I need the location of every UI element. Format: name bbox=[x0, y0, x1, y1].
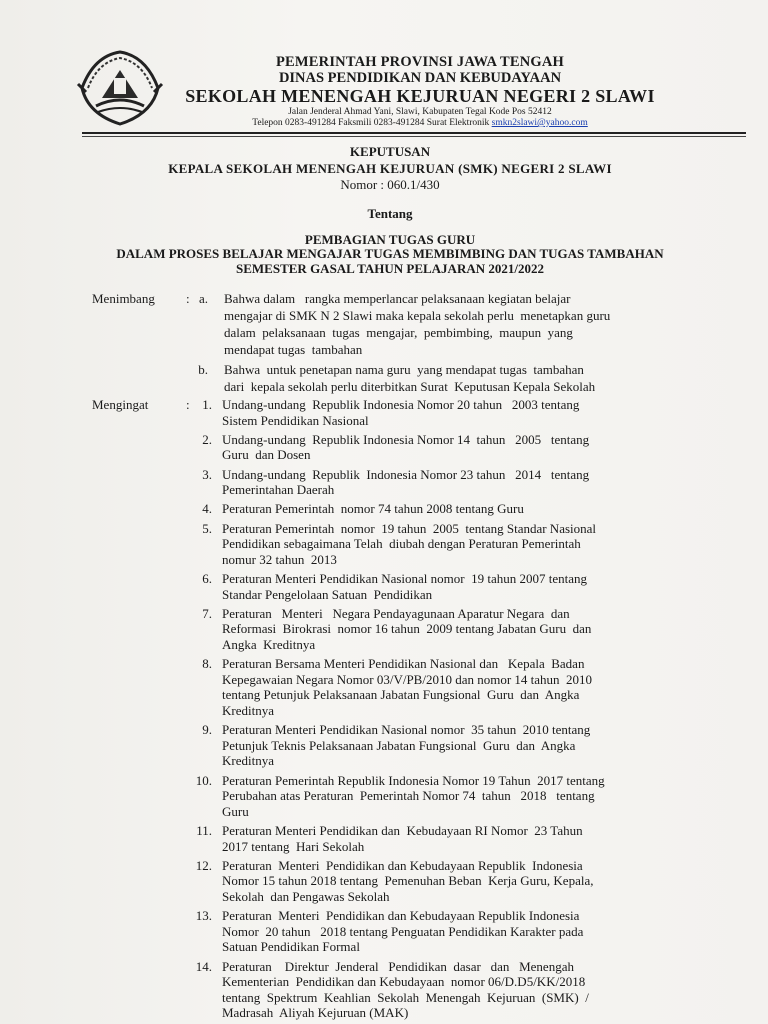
mengingat-item-line: Kepegawaian Negara Nomor 03/V/PB/2010 dan nomor 14 tahun 2010 bbox=[222, 671, 593, 687]
menimbang-item-marker: a. bbox=[198, 291, 208, 306]
mengingat-item-line: Reformasi Birokrasi nomor 16 tahun 2009 tentang Jabatan Guru dan bbox=[222, 621, 592, 637]
mengingat-item-marker: 8. bbox=[202, 656, 212, 672]
mengingat-colon: : bbox=[186, 397, 190, 412]
mengingat-item-line: Pemerintahan Daerah bbox=[222, 482, 335, 498]
mengingat-item-marker: 13. bbox=[195, 908, 212, 924]
menimbang-item-line: dalam pelaksanaan tugas mengajar, pembimbing, maupun yang bbox=[224, 325, 573, 340]
mengingat-item-line: Peraturan Menteri Pendidikan dan Kebudayaan RI Nomor 23 Tahun bbox=[222, 823, 583, 838]
mengingat-item-line: Peraturan Pemerintah nomor 74 tahun 2008 tentang Guru bbox=[222, 501, 524, 517]
letterhead-contact bbox=[170, 118, 670, 129]
mengingat-item-marker: 3. bbox=[202, 466, 212, 482]
mengingat-item-marker: 5. bbox=[202, 520, 212, 536]
mengingat-label: Mengingat bbox=[92, 397, 149, 412]
mengingat-item-line: Nomor 15 tahun 2018 tentang Pemenuhan Beban Kerja Guru, Kepala, bbox=[222, 873, 594, 889]
letterhead-school: SEKOLAH MENENGAH KEJURUAN NEGERI 2 SLAWI bbox=[185, 86, 655, 106]
menimbang-item-line: Bahwa dalam rangka memperlancar pelaksanaan kegiatan belajar bbox=[224, 291, 571, 306]
mengingat-item-line: Perubahan atas Peraturan Pemerintah Nomor 74 tahun 2018 tentang bbox=[222, 788, 595, 804]
decree-about: Tentang bbox=[367, 206, 413, 221]
mengingat-item-marker: 12. bbox=[195, 857, 212, 873]
mengingat-item-line: Sistem Pendidikan Nasional bbox=[222, 412, 369, 428]
contact-text: Telepon 0283-491284 Faksmili 0283-491284 Surat Elektronik bbox=[252, 118, 490, 128]
menimbang-item-line: mengajar di SMK N 2 Slawi maka kepala sekolah perlu menetapkan guru bbox=[224, 308, 611, 323]
decree-subject-1: PEMBAGIAN TUGAS GURU bbox=[304, 232, 476, 247]
mengingat-item-marker: 1. bbox=[202, 397, 212, 412]
mengingat-item-line: Peraturan Pemerintah Republik Indonesia Nomor 19 Tahun 2017 tentang bbox=[222, 772, 605, 788]
menimbang-colon: : bbox=[186, 291, 190, 306]
mengingat-item-line: Nomor 20 tahun 2018 tentang Penguatan Pendidikan Karakter pada bbox=[222, 923, 584, 939]
mengingat-item-line: Standar Pengelolaan Satuan Pendidikan bbox=[222, 586, 433, 602]
mengingat-item-marker: 14. bbox=[195, 958, 212, 974]
mengingat-item-line: 2017 tentang Hari Sekolah bbox=[222, 838, 365, 854]
email-link[interactable]: smkn2slawi@yahoo.com bbox=[491, 118, 588, 128]
mengingat-item-marker: 9. bbox=[202, 722, 212, 738]
menimbang-item-line: mendapat tugas tambahan bbox=[224, 342, 363, 357]
letterhead bbox=[170, 54, 670, 129]
mengingat-item-line: Madrasah Aliyah Kejuruan (MAK) bbox=[222, 1005, 409, 1021]
province-emblem-logo bbox=[74, 48, 166, 128]
mengingat-item-line: Peraturan Pemerintah nomor 19 tahun 2005 tentang Standar Nasional bbox=[222, 520, 597, 536]
decree-title: KEPUTUSAN bbox=[349, 144, 431, 159]
mengingat-item-marker: 10. bbox=[195, 772, 212, 788]
decree-subject-2: DALAM PROSES BELAJAR MENGAJAR TUGAS MEMBIMBING DAN TUGAS TAMBAHAN bbox=[116, 246, 664, 261]
mengingat-item-line: Peraturan Menteri Pendidikan Nasional nomor 35 tahun 2010 tentang bbox=[222, 722, 591, 738]
mengingat-item-line: Peraturan Menteri Pendidikan Nasional nomor 19 tahun 2007 tentang bbox=[222, 571, 588, 586]
mengingat-item-line: tentang Petunjuk Pelaksanaan Jabatan Fungsional Guru dan Angka bbox=[222, 687, 580, 703]
mengingat-item-line: Guru bbox=[222, 803, 249, 819]
menimbang-item-line: dari kepala sekolah perlu diterbitkan Surat Keputusan Kepala Sekolah bbox=[224, 379, 596, 394]
mengingat-item-line: Undang-undang Republik Indonesia Nomor 20 tahun 2003 tentang bbox=[222, 397, 580, 412]
mengingat-item-line: Kementerian Pendidikan dan Kebudayaan nomor 06/D.D5/KK/2018 bbox=[222, 974, 586, 990]
mengingat-item-line: Undang-undang Republik Indonesia Nomor 14 tahun 2005 tentang bbox=[222, 431, 590, 447]
mengingat-item-line: Kreditnya bbox=[222, 703, 274, 718]
mengingat-item-line: Satuan Pendidikan Formal bbox=[222, 939, 360, 955]
mengingat-item-marker: 4. bbox=[202, 501, 212, 517]
mengingat-item-marker: 7. bbox=[202, 605, 212, 621]
mengingat-item-line: Petunjuk Teknis Pelaksanaan Jabatan Fungsional Guru dan Angka bbox=[222, 737, 576, 753]
decree-number: Nomor : 060.1/430 bbox=[340, 177, 440, 192]
mengingat-item-line: Sekolah dan Pengawas Sekolah bbox=[222, 889, 390, 904]
mengingat-item-line: Peraturan Bersama Menteri Pendidikan Nasional dan Kepala Badan bbox=[222, 656, 585, 672]
decree-issuer: KEPALA SEKOLAH MENENGAH KEJURUAN (SMK) NEGERI 2 SLAWI bbox=[168, 161, 612, 176]
mengingat-item-line: Pendidikan sebagaimana Telah diubah dengan Peraturan Pemerintah bbox=[222, 536, 581, 552]
mengingat-item-line: Angka Kreditnya bbox=[222, 637, 316, 652]
mengingat-item-line: Peraturan Menteri Pendidikan dan Kebudayaan Republik Indonesia bbox=[222, 908, 580, 924]
menimbang-item-line: Bahwa untuk penetapan nama guru yang mendapat tugas tambahan bbox=[224, 362, 584, 377]
menimbang-label: Menimbang bbox=[92, 291, 155, 306]
mengingat-item-line: Kreditnya bbox=[222, 753, 274, 769]
mengingat-item-line: Guru dan Dosen bbox=[222, 447, 311, 463]
mengingat-item-line: Peraturan Menteri Pendidikan dan Kebudayaan Republik Indonesia bbox=[222, 857, 583, 873]
mengingat-item-marker: 2. bbox=[202, 431, 212, 447]
letterhead-agency: DINAS PENDIDIKAN DAN KEBUDAYAAN bbox=[278, 70, 562, 86]
letterhead-government: PEMERINTAH PROVINSI JAWA TENGAH bbox=[275, 54, 565, 70]
mengingat-item-line: nomur 32 tahun 2013 bbox=[222, 551, 337, 567]
mengingat-item-marker: 6. bbox=[202, 571, 212, 586]
mengingat-item-line: Peraturan Direktur Jenderal Pendidikan dasar dan Menengah bbox=[222, 958, 574, 974]
letterhead-divider bbox=[82, 132, 746, 134]
menimbang-item-marker: b. bbox=[198, 362, 208, 377]
mengingat-item-line: tentang Spektrum Keahlian Sekolah Menengah Kejuruan (SMK) / bbox=[222, 989, 589, 1005]
letterhead-divider-thin bbox=[82, 136, 746, 137]
mengingat-item-line: Undang-undang Republik Indonesia Nomor 23 tahun 2014 tentang bbox=[222, 466, 590, 482]
mengingat-item-line: Peraturan Menteri Negara Pendayagunaan Aparatur Negara dan bbox=[222, 605, 570, 621]
mengingat-item-marker: 11. bbox=[196, 823, 212, 838]
letterhead-address: Jalan Jenderal Ahmad Yani, Slawi, Kabupaten Tegal Kode Pos 52412 bbox=[288, 107, 552, 117]
decree-subject-3: SEMESTER GASAL TAHUN PELAJARAN 2021/2022 bbox=[236, 261, 544, 276]
